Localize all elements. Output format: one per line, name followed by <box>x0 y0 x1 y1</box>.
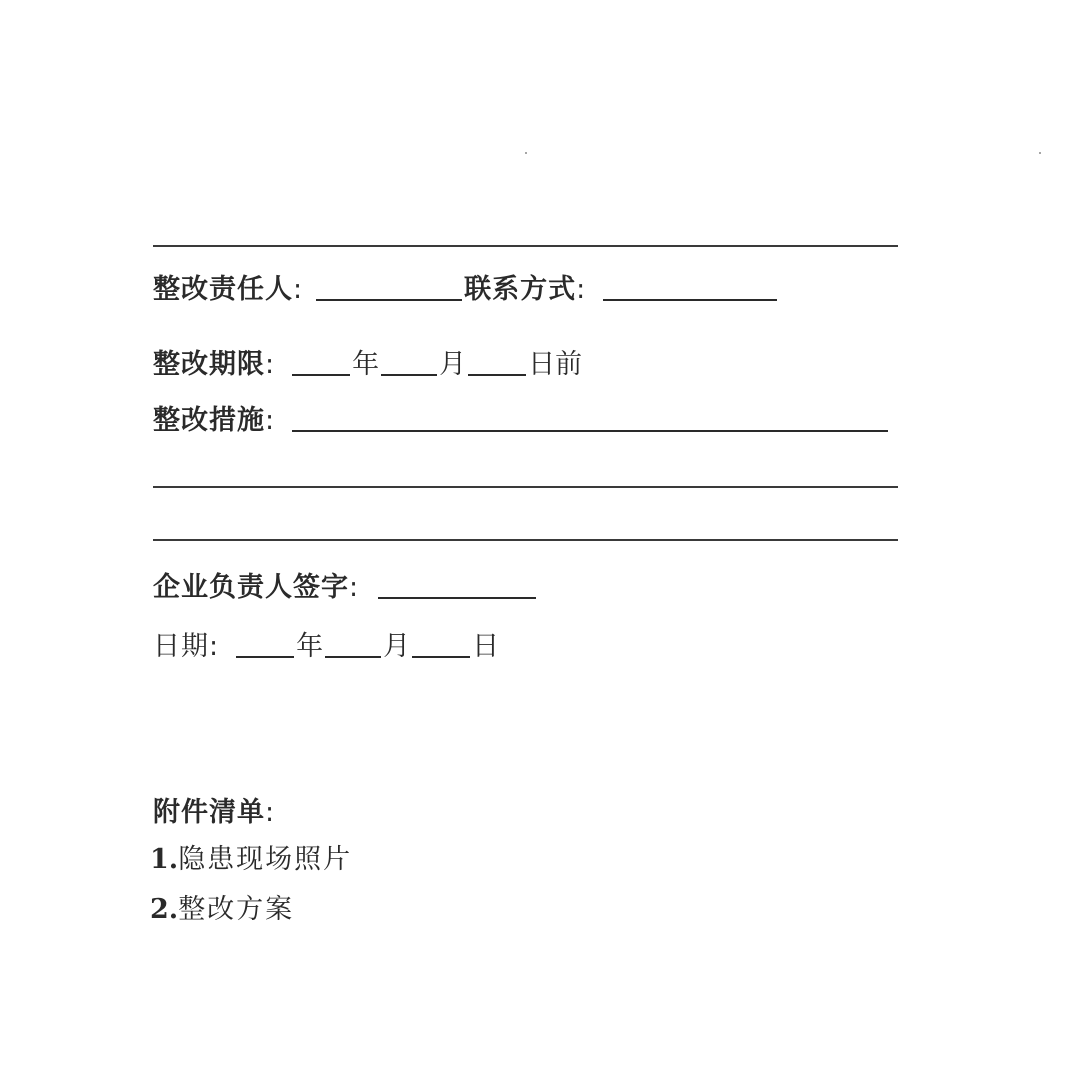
responsible-person-colon: : <box>293 274 303 305</box>
date-month-unit: 月 <box>383 631 411 662</box>
date-colon: : <box>209 631 219 662</box>
measures-row <box>153 394 888 434</box>
deadline-month-unit: 月 <box>439 349 467 380</box>
date-label: 日期 <box>153 631 209 662</box>
measures-colon: : <box>265 405 275 436</box>
scan-speck <box>525 152 527 154</box>
measures-field-line-3[interactable] <box>153 539 898 541</box>
deadline-colon: : <box>265 349 275 380</box>
date-year-unit: 年 <box>296 631 324 662</box>
attachment-number: 2. <box>150 894 179 925</box>
signature-colon: : <box>349 572 359 603</box>
attachments-title: 附件清单 <box>153 797 265 828</box>
date-month-field[interactable] <box>325 656 381 658</box>
scan-speck <box>1039 152 1041 154</box>
contact-colon: : <box>576 274 586 305</box>
signature-field[interactable] <box>378 597 536 599</box>
deadline-label: 整改期限 <box>153 349 265 380</box>
deadline-month-field[interactable] <box>381 374 437 376</box>
responsible-person-label: 整改责任人 <box>153 274 293 305</box>
deadline-day-unit: 日前 <box>528 349 583 380</box>
attachment-item <box>150 846 352 873</box>
signature-row <box>153 561 536 601</box>
deadline-year-unit: 年 <box>352 349 380 380</box>
signature-label: 企业负责人签字 <box>153 572 349 603</box>
date-day-unit: 日 <box>472 631 500 662</box>
deadline-year-field[interactable] <box>292 374 350 376</box>
attachments-colon: : <box>265 797 275 828</box>
measures-label: 整改措施 <box>153 405 265 436</box>
attachment-number: 1. <box>150 844 179 875</box>
responsible-person-field[interactable] <box>316 299 462 301</box>
contact-label: 联系方式 <box>464 274 577 305</box>
date-year-field[interactable] <box>236 656 294 658</box>
date-day-field[interactable] <box>412 656 470 658</box>
measures-field-line-2[interactable] <box>153 486 898 488</box>
deadline-day-field[interactable] <box>468 374 526 376</box>
top-rule-line <box>153 245 898 247</box>
contact-field[interactable] <box>603 299 777 301</box>
deadline-row <box>153 338 584 378</box>
date-row <box>153 620 501 660</box>
responsible-row <box>153 263 777 303</box>
attachment-text: 隐患现场照片 <box>178 844 353 875</box>
measures-field-line-1[interactable] <box>292 430 888 432</box>
attachments-heading <box>153 786 278 826</box>
attachment-item <box>150 896 294 923</box>
attachment-text: 整改方案 <box>178 894 295 925</box>
